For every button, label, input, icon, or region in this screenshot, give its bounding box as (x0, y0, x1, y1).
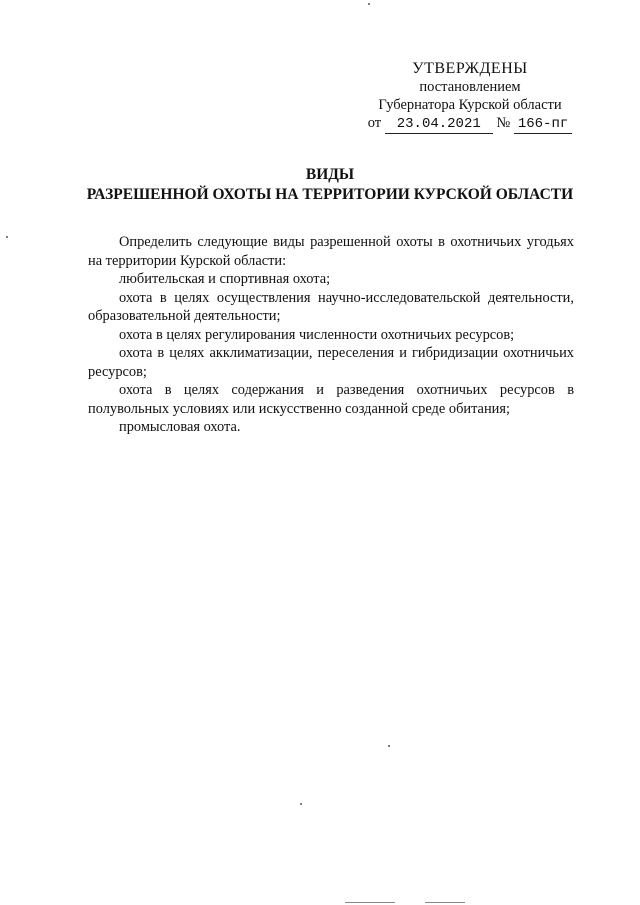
approval-line-2: Губернатора Курской области (378, 97, 562, 113)
scan-edge-mark (345, 902, 395, 903)
list-item: охота в целях акклиматизации, переселения и гибридизации охотничьих ресурсов; (88, 345, 574, 380)
title-line-1: ВИДЫ (305, 166, 355, 183)
approval-date-line (360, 114, 580, 134)
scan-speck (368, 3, 370, 5)
document-body (88, 233, 574, 437)
list-item: промысловая охота. (119, 419, 241, 435)
list-item: охота в целях регулирования численности охотничьих ресурсов; (119, 326, 515, 343)
scan-edge-mark (425, 902, 465, 903)
date-prefix: от (367, 115, 382, 131)
approval-line-1: постановлением (419, 79, 521, 95)
approval-stamp (360, 60, 580, 134)
scan-speck (6, 236, 8, 238)
document-title (60, 165, 600, 205)
approval-date: 23.04.2021 (385, 115, 493, 134)
list-item: любительская и спортивная охота; (119, 271, 331, 287)
scan-speck (300, 803, 302, 805)
paragraph-intro: Определить следующие виды разрешенной охоты в охотничьих угодьях на территории Курской области: (88, 234, 574, 269)
title-line-2: РАЗРЕШЕННОЙ ОХОТЫ НА ТЕРРИТОРИИ КУРСКОЙ ОБЛАСТИ (86, 186, 574, 203)
approval-heading: УТВЕРЖДЕНЫ (412, 60, 528, 77)
list-item: охота в целях содержания и разведения охотничьих ресурсов в полувольных условиях или искусственно созданной среде обитания; (88, 382, 574, 417)
approval-number: 166-пг (514, 115, 572, 134)
list-item: охота в целях осуществления научно-исследовательской деятельности, образовательной деятельности; (88, 289, 574, 324)
scan-speck (388, 745, 390, 747)
number-prefix: № (496, 115, 511, 131)
